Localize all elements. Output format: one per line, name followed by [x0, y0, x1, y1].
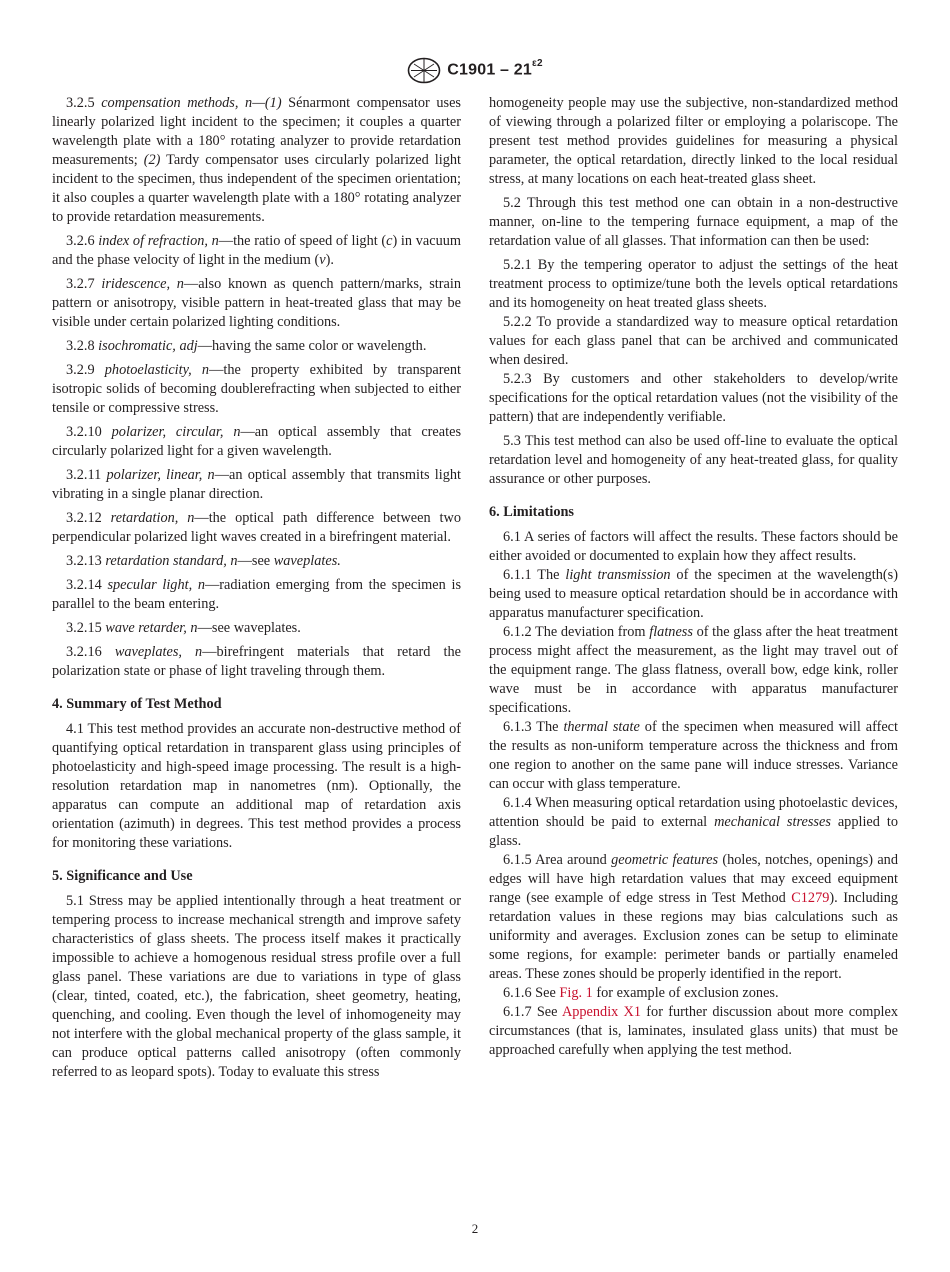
para-5-2-3: 5.2.3 By customers and other stakeholders to develop/write specifications for the optical retardation values (not the visibility of the pattern) that are independently verifiable.	[489, 371, 898, 425]
para-6-1-5: 6.1.5 Area around geometric features (holes, notches, openings) and edges will have high retardation values that may exceed equipment range (see example of edge stress in Test Method C1279). Including retardation values in these regions may bias calculations such as uniformity and averages. Exclusion zones can be setup to eliminate some regions, for example: perimeter bands or partially enameled areas. These zones should be properly identified in the report.	[489, 852, 899, 982]
para-3-2-15: 3.2.15 wave retarder, n—see waveplates.	[66, 620, 301, 636]
para-3-2-6: 3.2.6 index of refraction, n—the ratio of speed of light (c) in vacuum and the phase velocity of light in the medium (v).	[52, 233, 461, 268]
page-header	[0, 56, 950, 84]
section-5-heading: 5. Significance and Use	[52, 868, 193, 884]
para-5-2: 5.2 Through this test method one can obtain in a non-destructive manner, on-line to the tempering furnace equipment, a map of the retardation value of all glasses. That information can then be used:	[489, 195, 898, 249]
left-column	[52, 94, 461, 1082]
para-5-3: 5.3 This test method can also be used off-line to evaluate the optical retardation level and homogeneity of any heat-treated glass, for quality assurance or other purposes.	[489, 433, 898, 487]
section-4-heading: 4. Summary of Test Method	[52, 696, 222, 712]
para-6-1-6: 6.1.6 See Fig. 1 for example of exclusion zones.	[503, 985, 779, 1001]
para-3-2-7: 3.2.7 iridescence, n—also known as quench pattern/marks, strain pattern or anisotropy, visible pattern in heat-treated glass that may be visible under certain polarized lighting conditions.	[52, 276, 461, 330]
para-6-1: 6.1 A series of factors will affect the results. These factors should be either avoided or documented to explain how they affect results.	[489, 529, 898, 564]
para-3-2-8: 3.2.8 isochromatic, adj—having the same color or wavelength.	[66, 338, 427, 354]
para-5-1-continued: homogeneity people may use the subjective, non-standardized method of viewing through a polarized filter or employing a polariscope. The present test method provides guidelines for measuring a physical parameter, the optical retardation, directly linked to the local residual stress, at many locations on each heat-treated glass sheet.	[489, 95, 898, 187]
para-3-2-14: 3.2.14 specular light, n—radiation emerging from the specimen is parallel to the beam entering.	[52, 577, 462, 612]
para-3-2-11: 3.2.11 polarizer, linear, n—an optical assembly that transmits light vibrating in a single planar direction.	[52, 467, 461, 502]
para-6-1-4: 6.1.4 When measuring optical retardation using photoelastic devices, attention should be paid to external mechanical stresses applied to glass.	[489, 795, 898, 849]
edition-mark: ε2	[532, 58, 543, 70]
astm-logo	[407, 57, 441, 84]
right-column	[489, 94, 898, 1060]
para-4-1: 4.1 This test method provides an accurate non-destructive method of quantifying optical retardation in transparent glass using principles of photoelasticity and high-speed image processing. The result is a high-resolution retardation map in nanometres (nm). Optionally, the apparatus can compute an additional map of retardation axis orientation (azimuth) in degrees. This test method provides a process for monitoring these variations.	[52, 721, 461, 851]
para-3-2-13: 3.2.13 retardation standard, n—see waveplates.	[66, 553, 341, 569]
para-5-1: 5.1 Stress may be applied intentionally through a heat treatment or tempering process to increase mechanical strength and improve safety characteristics of glass sheets. The process itself makes it practically impossible to achieve a homogenous residual stress profile over a full glass panel. These variations are due to variations in type of glass (clear, tinted, coated, etc.), the fabrication, sheet geometry, heating, quenching, and cooling. Even though the level of inhomogeneity may not interfere with the global mechanical property of the glass sample, it can produce optical patterns called anisotropy (often commonly referred to as leopard spots). Today to evaluate this stress	[52, 893, 461, 1080]
standard-designation: $C1901 - 21^{\varepsilon 2}$	[447, 58, 543, 79]
para-6-1-1: 6.1.1 The light transmission of the specimen at the wavelength(s) being used to measure optical retardation should be in accordance with apparatus manufacturer specification.	[489, 567, 898, 621]
link-fig-1[interactable]: Fig. 1	[559, 985, 593, 1001]
para-5-2-2: 5.2.2 To provide a standardized way to measure optical retardation values for each glass panel that can be archived and communicated when desired.	[489, 314, 898, 368]
para-3-2-12: 3.2.12 retardation, n—the optical path difference between two perpendicular polarized light waves created in a birefringent material.	[52, 510, 462, 545]
para-6-1-7: 6.1.7 See Appendix X1 for further discussion about more complex circumstances (that is, laminates, insulated glass units) that must be approached carefully when applying the test method.	[489, 1004, 898, 1058]
para-3-2-9: 3.2.9 photoelasticity, n—the property exhibited by transparent isotropic solids of becoming doublerefracting when subjected to either tensile or compressive stress.	[52, 362, 461, 416]
link-c1279[interactable]: C1279	[791, 890, 830, 906]
para-5-2-1: 5.2.1 By the tempering operator to adjust the settings of the heat treatment process to optimize/tune both the levels optical retardations and its homogeneity on heat treated glass sheets.	[489, 257, 898, 311]
para-3-2-5: 3.2.5 compensation methods, n—(1) Sénarmont compensator uses linearly polarized light incident to the specimen; it couples a quarter wavelength plate with a 180° rotating analyzer to provide retardation measurements; (2) Tardy compensator uses circularly polarized light incident to the specimen, thus independent of the specimen orientation; it also couples a quarter wavelength plate with a 180° rotating analyzer to provide retardation measurements.	[52, 95, 461, 225]
link-appendix-x1[interactable]: Appendix X1	[561, 1004, 642, 1020]
para-6-1-3: 6.1.3 The thermal state of the specimen when measured will affect the results as non-uniform temperature across the thickness and from one region to another on the same pane will induce stresses. Variance can occur with glass temperature.	[489, 719, 898, 792]
para-6-1-2: 6.1.2 The deviation from flatness of the glass after the heat treatment process might affect the measurement, as the light may travel out of the equipment range. The glass flatness, overall bow, edge kink, roller wave must be in accordance with apparatus manufacturer specifications.	[489, 624, 899, 716]
para-3-2-10: 3.2.10 polarizer, circular, n—an optical assembly that creates circularly polarized light for a given wavelength.	[52, 424, 462, 459]
page-number: 2	[471, 1221, 479, 1236]
para-3-2-16: 3.2.16 waveplates, n—birefringent materials that retard the polarization state or phase of light traveling through them.	[52, 644, 462, 679]
section-6-heading: 6. Limitations	[489, 504, 574, 520]
